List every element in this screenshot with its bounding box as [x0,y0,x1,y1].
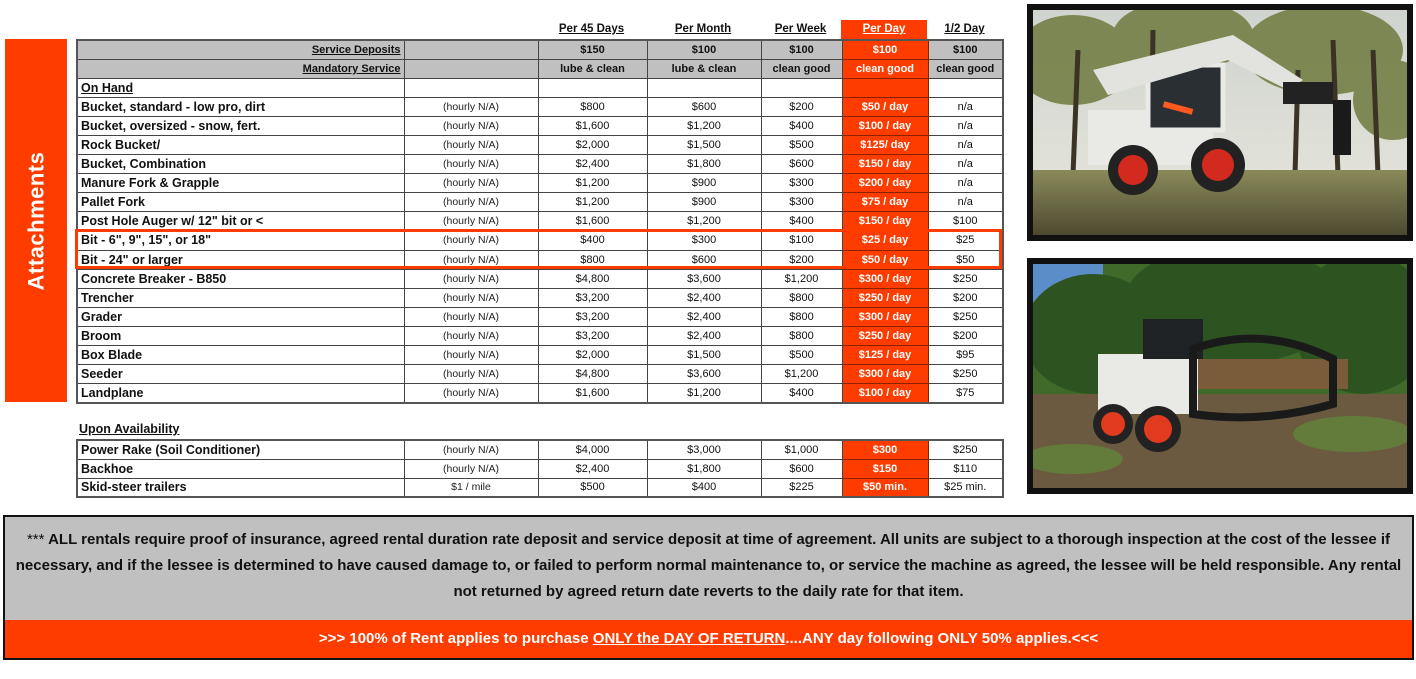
cell-month: $1,200 [647,384,761,403]
cell-half: $250 [928,365,1003,384]
cell-month: $600 [647,97,761,116]
bar-text-after: ....ANY day following ONLY 50% applies.<<< [785,630,1099,647]
cell-hourly: (hourly N/A) [404,97,538,116]
cell-hourly: (hourly N/A) [404,231,538,250]
cell-item: Seeder [77,365,404,384]
cell-item: Box Blade [77,346,404,365]
cell-day: $50 / day [842,97,928,116]
table-row [77,326,1003,345]
column-header-per-week: Per Week [774,23,827,35]
cell-per45: $1,200 [538,193,647,212]
cell-item: Power Rake (Soil Conditioner) [77,440,404,459]
service-deposits-row [77,40,1003,59]
on-hand-title: On Hand [77,78,404,97]
table-row [77,440,1003,459]
cell-week: $800 [761,288,842,307]
cell-month: $900 [647,174,761,193]
cell-per45: $3,200 [538,307,647,326]
cell-item: Bit - 24" or larger [77,250,404,269]
table-row [77,116,1003,135]
cell-hourly: (hourly N/A) [404,174,538,193]
cell-week: $1,200 [761,269,842,288]
cell-week: $400 [761,116,842,135]
cell-day: $50 min. [842,478,928,497]
cell-day: $250 / day [842,288,928,307]
cell-per45: $800 [538,250,647,269]
cell-week: $400 [761,212,842,231]
cell-half: n/a [928,97,1003,116]
cell-item: Rock Bucket/ [77,135,404,154]
cell-half: $250 [928,440,1003,459]
cell-per45: $1,600 [538,116,647,135]
attachments-label: Attachments [23,151,48,290]
service-month: lube & clean [647,59,761,78]
cell-per45: $2,400 [538,155,647,174]
cell-day: $300 [842,440,928,459]
cell-day: $50 / day [842,250,928,269]
cell-half: n/a [928,135,1003,154]
cell-month: $1,800 [647,155,761,174]
cell-per45: $4,800 [538,269,647,288]
cell-per45: $800 [538,97,647,116]
table-row [77,231,1003,250]
table-row [77,384,1003,403]
skid-steer-auger-image [1033,10,1407,235]
cell-week: $800 [761,307,842,326]
table-row [77,269,1003,288]
cell-week: $500 [761,346,842,365]
photo-skid-steer-grapple [1027,258,1413,494]
cell-hourly: (hourly N/A) [404,288,538,307]
cell-day: $125 / day [842,346,928,365]
cell-per45: $2,400 [538,459,647,478]
cell-item: Bit - 6", 9", 15", or 18" [77,231,404,250]
cell-week: $400 [761,384,842,403]
deposit-month: $100 [647,40,761,59]
table-row [77,288,1003,307]
cell-day: $250 / day [842,326,928,345]
column-header-per-day: Per Day [841,20,927,39]
cell-month: $2,400 [647,326,761,345]
photo-skid-steer-auger [1027,4,1413,241]
deposit-week: $100 [761,40,842,59]
cell-day: $150 / day [842,212,928,231]
cell-item: Bucket, oversized - snow, fert. [77,116,404,135]
cell-half: n/a [928,155,1003,174]
cell-day: $25 / day [842,231,928,250]
cell-month: $3,000 [647,440,761,459]
cell-day: $200 / day [842,174,928,193]
table-row [77,346,1003,365]
mandatory-service-row [77,59,1003,78]
cell-day: $100 / day [842,116,928,135]
cell-item: Pallet Fork [77,193,404,212]
cell-day: $75 / day [842,193,928,212]
cell-day: $300 / day [842,307,928,326]
cell-half: n/a [928,193,1003,212]
cell-week: $1,200 [761,365,842,384]
cell-half: n/a [928,116,1003,135]
cell-week: $600 [761,155,842,174]
bar-text-underlined: ONLY the DAY OF RETURN [592,630,786,647]
cell-week: $500 [761,135,842,154]
cell-week: $225 [761,478,842,497]
cell-per45: $2,000 [538,135,647,154]
cell-month: $1,500 [647,135,761,154]
cell-month: $1,200 [647,212,761,231]
cell-month: $1,200 [647,116,761,135]
cell-month: $900 [647,193,761,212]
on-hand-section-row [77,78,1003,97]
cell-hourly: (hourly N/A) [404,116,538,135]
notice-prefix: *** [26,531,45,548]
cell-day: $125/ day [842,135,928,154]
cell-hourly: (hourly N/A) [404,346,538,365]
cell-half: $95 [928,346,1003,365]
cell-half: $200 [928,288,1003,307]
cell-day: $150 / day [842,155,928,174]
column-header-per-month: Per Month [674,23,732,35]
table-row [77,193,1003,212]
service-week: clean good [761,59,842,78]
cell-half: $250 [928,269,1003,288]
cell-week: $100 [761,231,842,250]
cell-week: $800 [761,326,842,345]
column-header-half-day: 1/2 Day [944,23,985,35]
cell-week: $200 [761,250,842,269]
service-per-45: lube & clean [538,59,647,78]
cell-hourly: (hourly N/A) [404,269,538,288]
table-row [77,307,1003,326]
bar-text-before: >>> 100% of Rent applies to purchase [318,630,593,647]
cell-month: $1,500 [647,346,761,365]
service-deposits-label: Service Deposits [77,40,404,59]
cell-month: $300 [647,231,761,250]
table-row [77,135,1003,154]
cell-per45: $400 [538,231,647,250]
cell-per45: $4,000 [538,440,647,459]
table-row [77,155,1003,174]
cell-per45: $2,000 [538,346,647,365]
cell-half: $25 [928,231,1003,250]
skid-steer-grapple-image [1033,264,1407,488]
deposit-half: $100 [928,40,1003,59]
cell-half: $110 [928,459,1003,478]
cell-month: $2,400 [647,307,761,326]
table-row [77,174,1003,193]
cell-per45: $1,200 [538,174,647,193]
cell-half: $25 min. [928,478,1003,497]
cell-per45: $4,800 [538,365,647,384]
cell-per45: $500 [538,478,647,497]
cell-month: $600 [647,250,761,269]
cell-month: $3,600 [647,269,761,288]
cell-per45: $1,600 [538,384,647,403]
cell-item: Skid-steer trailers [77,478,404,497]
rental-terms-footer [3,515,1414,660]
cell-per45: $3,200 [538,288,647,307]
notice-text: ALL rentals require proof of insurance, agreed rental duration rate deposit and service deposit at time of agreement. All units are subject to a thorough inspection at the cost of the lessee if necessary, and if the lessee is determined to have caused damage to, or failed to perform normal maintenance to, or service the machine as agreed, the lessee will be held responsible. Any rental not returned by agreed return date reverts to the daily rate for that item. [15,531,1402,600]
cell-half: $75 [928,384,1003,403]
cell-week: $300 [761,193,842,212]
cell-hourly: (hourly N/A) [404,250,538,269]
cell-day: $300 / day [842,269,928,288]
cell-per45: $1,600 [538,212,647,231]
cell-half: n/a [928,174,1003,193]
cell-half: $200 [928,326,1003,345]
cell-month: $1,800 [647,459,761,478]
cell-item: Backhoe [77,459,404,478]
insurance-notice [5,517,1412,620]
cell-item: Landplane [77,384,404,403]
cell-week: $1,000 [761,440,842,459]
cell-hourly: (hourly N/A) [404,440,538,459]
cell-week: $200 [761,97,842,116]
cell-day: $300 / day [842,365,928,384]
table-row [77,459,1003,478]
cell-item: Broom [77,326,404,345]
cell-item: Trencher [77,288,404,307]
cell-hourly: (hourly N/A) [404,135,538,154]
cell-day: $100 / day [842,384,928,403]
cell-hourly: (hourly N/A) [404,326,538,345]
on-hand-rates-table [76,39,1004,404]
cell-hourly: (hourly N/A) [404,307,538,326]
mandatory-service-label: Mandatory Service [77,59,404,78]
cell-hourly: (hourly N/A) [404,212,538,231]
cell-half: $250 [928,307,1003,326]
cell-hourly: (hourly N/A) [404,155,538,174]
cell-item: Concrete Breaker - B850 [77,269,404,288]
table-row [77,365,1003,384]
upon-availability-table [76,439,1004,498]
deposit-per-45: $150 [538,40,647,59]
attachments-banner [5,39,67,402]
table-row [77,250,1003,269]
cell-hourly: (hourly N/A) [404,384,538,403]
cell-day: $150 [842,459,928,478]
cell-month: $400 [647,478,761,497]
cell-item: Post Hole Auger w/ 12" bit or < [77,212,404,231]
purchase-credit-bar [5,620,1412,658]
table-row [77,212,1003,231]
cell-week: $600 [761,459,842,478]
cell-month: $2,400 [647,288,761,307]
cell-per45: $3,200 [538,326,647,345]
cell-hourly: (hourly N/A) [404,365,538,384]
cell-week: $300 [761,174,842,193]
cell-item: Bucket, standard - low pro, dirt [77,97,404,116]
cell-hourly: $1 / mile [404,478,538,497]
table-row [77,97,1003,116]
cell-item: Grader [77,307,404,326]
cell-half: $50 [928,250,1003,269]
service-half: clean good [928,59,1003,78]
column-header-per-45-days: Per 45 Days [558,23,625,35]
service-day: clean good [842,59,928,78]
upon-availability-title: Upon Availability [79,422,180,436]
cell-item: Bucket, Combination [77,155,404,174]
cell-hourly: (hourly N/A) [404,193,538,212]
cell-hourly: (hourly N/A) [404,459,538,478]
cell-item: Manure Fork & Grapple [77,174,404,193]
table-row [77,478,1003,497]
deposit-day: $100 [842,40,928,59]
cell-month: $3,600 [647,365,761,384]
cell-half: $100 [928,212,1003,231]
